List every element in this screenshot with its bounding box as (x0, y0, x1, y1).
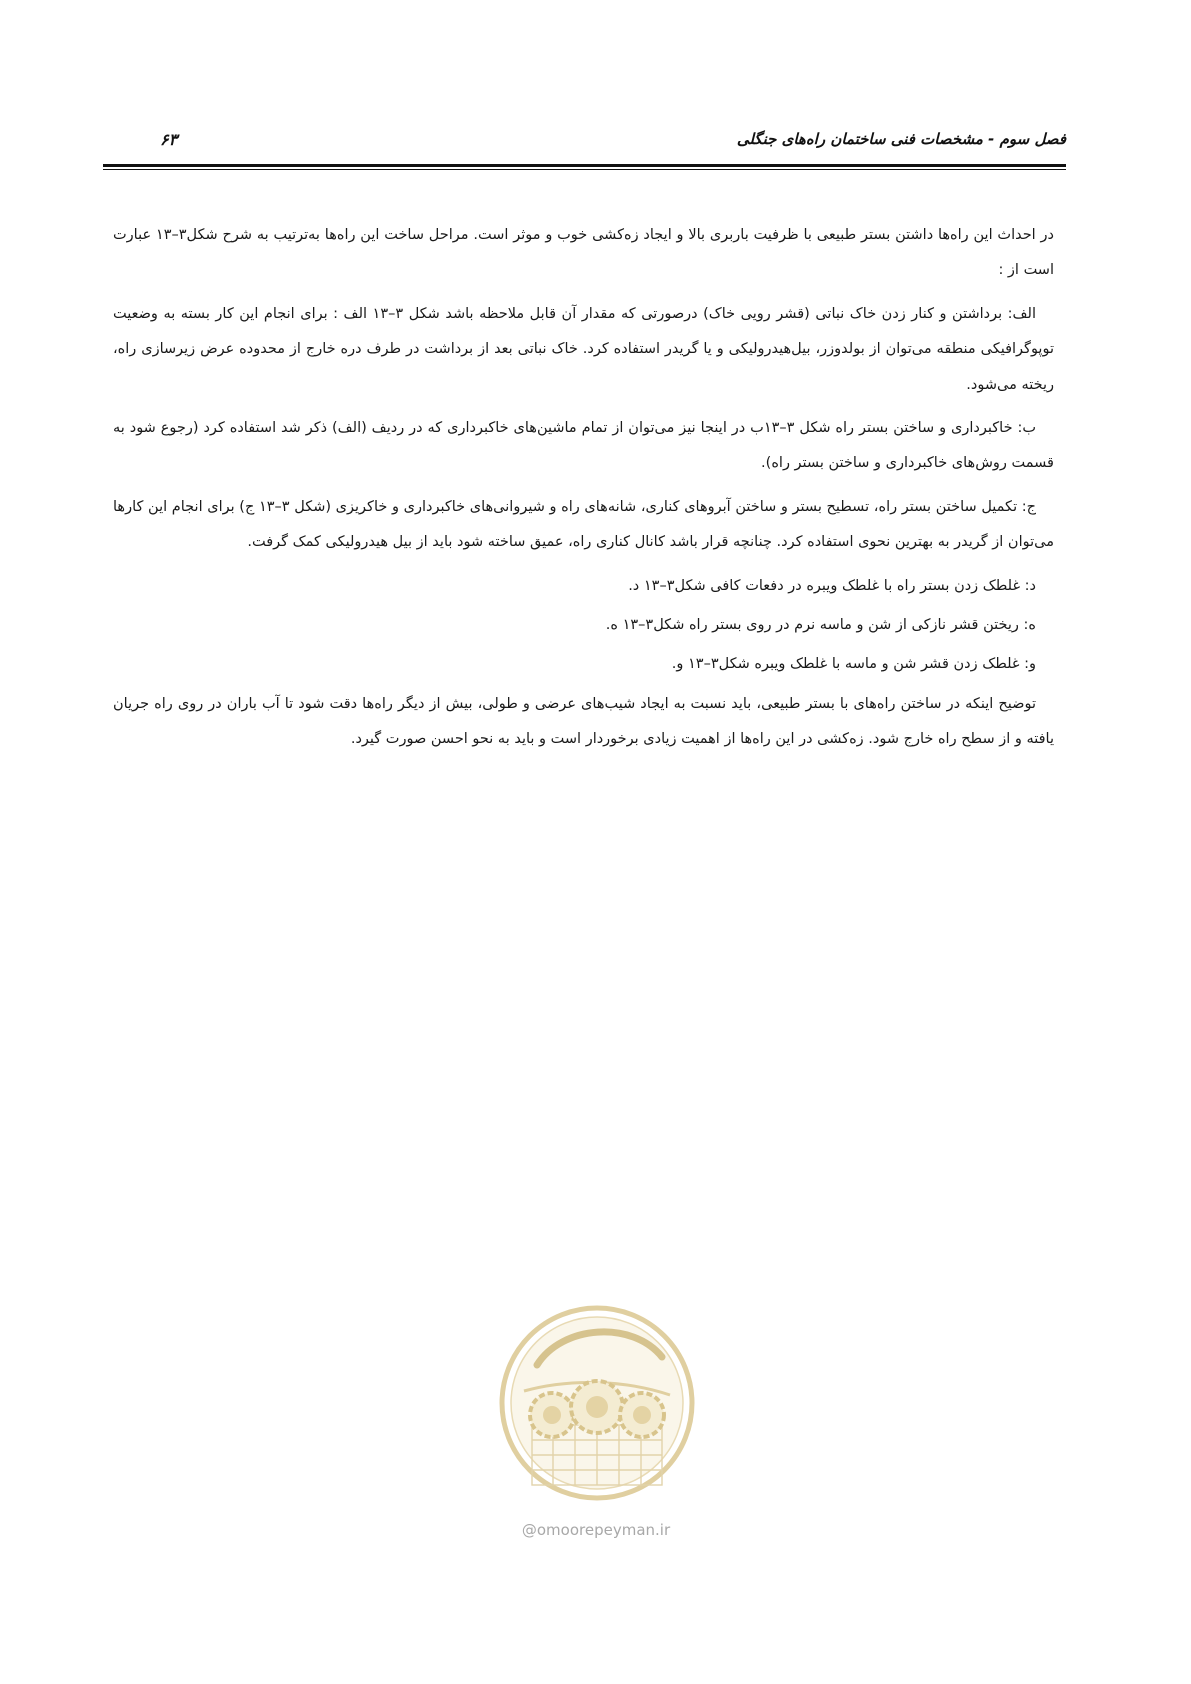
body-text (113, 218, 1054, 766)
paragraph-step-jim: ج: تکمیل ساختن بستر راه، تسطیح بستر و ساختن آبروهای کناری، شانه‌های راه و شیروانی‌های خاکبرداری و خاکریزی (شکل ۳–۱۳ ج) برای انجام این کارها می‌توان از گریدر به بهترین نحوی استفاده کرد. چنانچه قرار باشد کانال کناری راه، عمیق ساخته شود باید از بیل هیدرولیکی کمک گرفت. (113, 498, 1054, 551)
page-header (103, 124, 1066, 158)
page-number: ۶۳ (160, 130, 178, 149)
watermark-logo (492, 1295, 702, 1515)
paragraph-step-vav: و: غلطک زدن قشر شن و ماسه با غلطک ویبره شکل۳–۱۳ و. (671, 656, 1036, 673)
header-rule-thick (103, 164, 1066, 167)
paragraph-step-he: ه: ریختن قشر نازکی از شن و ماسه نرم در روی بستر راه شکل۳–۱۳ ه. (605, 617, 1036, 634)
header-rule-thin (103, 169, 1066, 170)
chapter-title: فصل سوم - مشخصات فنی ساختمان راه‌های جنگلی (736, 130, 1066, 148)
paragraph-step-alef: الف: برداشتن و کنار زدن خاک نباتی (قشر رویی خاک) درصورتی که مقدار آن قابل ملاحظه باشد شکل ۳–۱۳ الف : برای انجام این کار بسته به وضعیت توپوگرافیکی منطقه می‌توان از بولدوزر، بیل‌هیدرولیکی و یا گریدر استفاده کرد. خاک نباتی بعد از برداشت در طرف دره خارج از محدوده عرض زیرسازی راه، ریخته می‌شود. (113, 305, 1054, 393)
paragraph-step-be: ب: خاکبرداری و ساختن بستر راه شکل ۳–۱۳ب در اینجا نیز می‌توان از تمام ماشین‌های خاکبرداری که در ردیف (الف) ذکر شد استفاده کرد (رجوع شود به قسمت روش‌های خاکبرداری و ساختن بستر راه). (113, 420, 1054, 472)
paragraph-intro: در احداث این راه‌ها داشتن بستر طبیعی با ظرفیت باربری بالا و ایجاد زه‌کشی خوب و موثر است. مراحل ساخت این راه‌ها به‌ترتیب به شرح شکل۳–۱۳ عبارت است از : (113, 227, 1054, 279)
watermark-url: @omoorepeyman.ir (521, 1521, 671, 1539)
paragraph-step-dal: د: غلطک زدن بستر راه با غلطک ویبره در دفعات کافی شکل۳–۱۳ د. (628, 577, 1036, 594)
paragraph-note: توضیح اینکه در ساختن راه‌های با بستر طبیعی، باید نسبت به ایجاد شیب‌های عرضی و طولی، بیش از دیگر راه‌ها دقت شود تا آب باران در روی راه جریان یافته و از سطح راه خارج شود. زه‌کشی در این راه‌ها از اهمیت زیادی برخوردار است و باید به نحو احسن صورت گیرد. (113, 695, 1054, 748)
omoor-peyman-logo-icon (492, 1295, 702, 1515)
